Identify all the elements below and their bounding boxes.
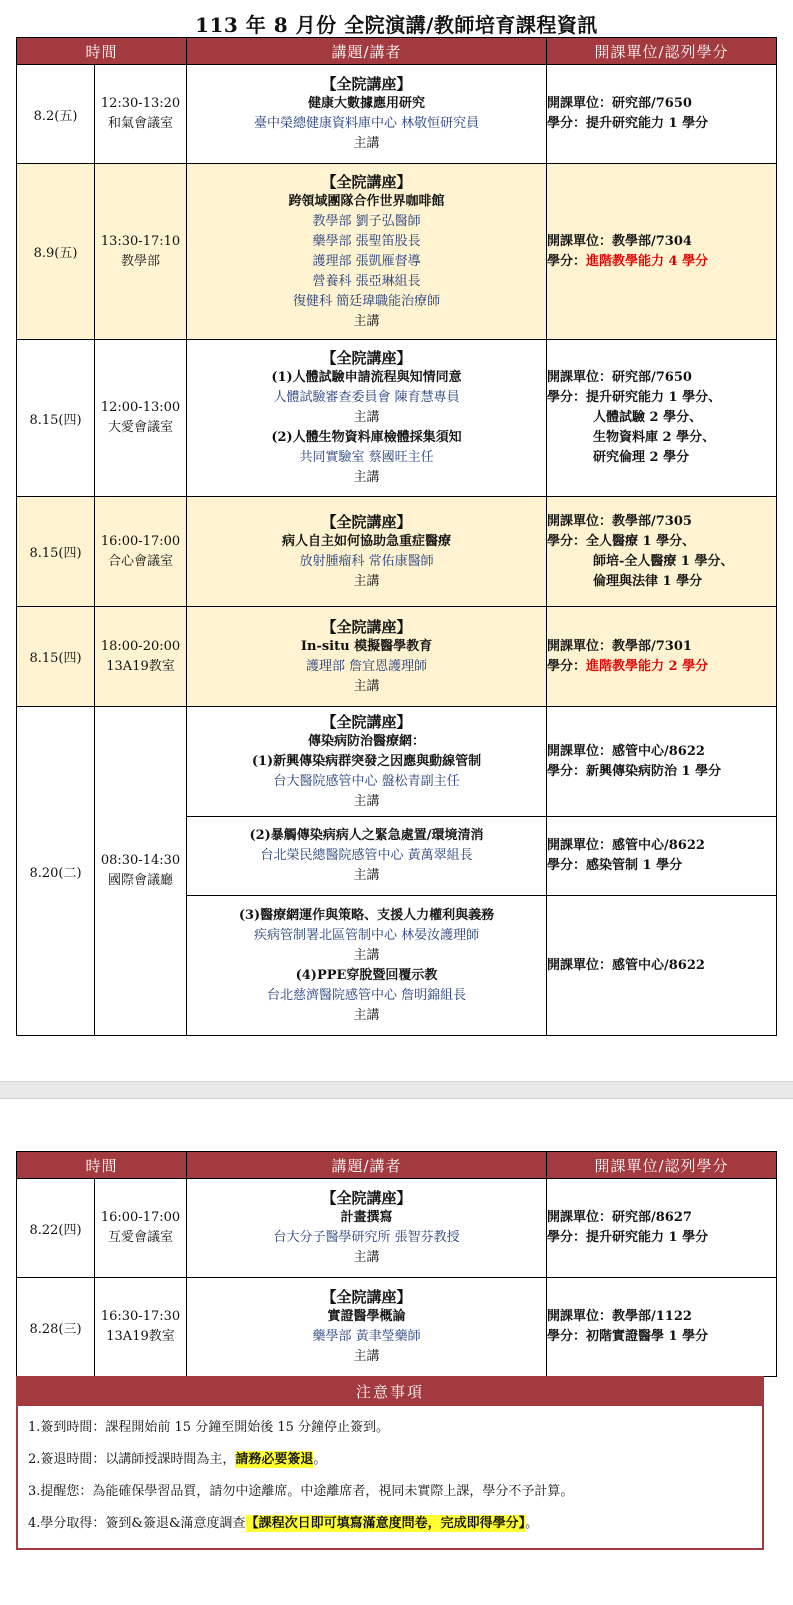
row-unit: 開課單位：感管中心/8622 學分：新興傳染病防治 1 學分 [547,707,777,817]
table-row [17,1278,777,1377]
table-row [17,164,777,340]
header-topic: 講題/講者 [187,1152,547,1179]
row-unit: 開課單位：研究部/8627 學分：提升研究能力 1 學分 [547,1179,777,1278]
table-header-row [17,38,777,65]
row-date: 8.22(四) [17,1179,95,1278]
header-unit: 開課單位/認列學分 [547,38,777,65]
row-unit: 開課單位：研究部/7650 學分：提升研究能力 1 學分 [547,65,777,164]
row-unit: 開課單位：教學部/1122 學分：初階實證醫學 1 學分 [547,1278,777,1377]
row-unit: 開課單位：研究部/7650 學分：提升研究能力 1 學分、 人體試驗 2 學分、 生物資料庫 2 學分、 研究倫理 2 學分 [547,340,777,497]
row-topic: 【全院講座】 In-situ 模擬醫學教育 護理部 詹宜恩護理師 主講 [187,607,547,707]
schedule-table [16,37,777,1036]
table-row [17,707,777,817]
row-time: 16:00-17:00 互愛會議室 [95,1179,187,1278]
row-unit: 開課單位：教學部/7305 學分：全人醫療 1 學分、 師培-全人醫療 1 學分、 倫理與法律 1 學分 [547,497,777,607]
row-date: 8.2(五) [17,65,95,164]
row-time: 16:00-17:00 合心會議室 [95,497,187,607]
row-topic: 【全院講座】 健康大數據應用研究 臺中榮總健康資料庫中心 林敬恒研究員 主講 [187,65,547,164]
table-header-row [17,1152,777,1179]
schedule-table-2 [16,1151,777,1377]
notice-box [16,1376,764,1550]
row-topic: 【全院講座】 跨領域團隊合作世界咖啡館 教學部 劉子弘醫師 藥學部 張聖笛股長 護理部 張凱雁督導 營養科 張亞琳組長 復健科 簡廷瑋職能治療師 主講 [187,164,547,340]
notice-item: 1.簽到時間：課程開始前 15 分鐘至開始後 15 分鐘停止簽到。 [28,1420,390,1435]
page-title: 113 年 8 月份 全院演講/教師培育課程資訊 [195,13,598,37]
row-topic: 【全院講座】 計畫撰寫 台大分子醫學研究所 張智芬教授 主講 [187,1179,547,1278]
notice-item: 3.提醒您：為能確保學習品質，請勿中途離席。中途離席者，視同未實際上課，學分不予計算。 [28,1484,574,1499]
row-unit: 開課單位：感管中心/8622 學分：感染管制 1 學分 [547,817,777,896]
row-topic: 【全院講座】 (1)人體試驗申請流程與知情同意 人體試驗審查委員會 陳育慧專員 主講 (2)人體生物資料庫檢體採集須知 共同實驗室 蔡國旺主任 主講 [187,340,547,497]
table-row [17,340,777,497]
table-row [17,1179,777,1278]
table-row [17,65,777,164]
table-row [17,607,777,707]
row-time: 13:30-17:10 教學部 [95,164,187,340]
row-date: 8.15(四) [17,497,95,607]
header-time: 時間 [17,38,187,65]
row-topic: 【全院講座】 病人自主如何協助急重症醫療 放射腫瘤科 常佑康醫師 主講 [187,497,547,607]
row-time: 18:00-20:00 13A19教室 [95,607,187,707]
row-time: 16:30-17:30 13A19教室 [95,1278,187,1377]
row-unit: 開課單位：教學部/7301 學分：進階教學能力 2 學分 [547,607,777,707]
row-date: 8.28(三) [17,1278,95,1377]
row-topic: (3)醫療網運作與策略、支援人力權利與義務 疾病管制署北區管制中心 林晏汝護理師 主講 (4)PPE穿脫暨回覆示教 台北慈濟醫院感管中心 詹明錦組長 主講 [187,896,547,1036]
row-time: 08:30-14:30 國際會議廳 [95,707,187,1036]
row-topic: 【全院講座】 實證醫學概論 藥學部 黃聿瑩藥師 主講 [187,1278,547,1377]
row-time: 12:00-13:00 大愛會議室 [95,340,187,497]
header-unit: 開課單位/認列學分 [547,1152,777,1179]
header-time: 時間 [17,1152,187,1179]
page-break [0,1081,793,1099]
row-date: 8.15(四) [17,340,95,497]
row-date: 8.20(二) [17,707,95,1036]
row-topic: 【全院講座】 傳染病防治醫療網： (1)新興傳染病群突發之因應與動線管制 台大醫院感管中心 盤松青副主任 主講 [187,707,547,817]
row-date: 8.9(五) [17,164,95,340]
row-date: 8.15(四) [17,607,95,707]
row-time: 12:30-13:20 和氣會議室 [95,65,187,164]
notice-item: 2.簽退時間：以講師授課時間為主，請務必要簽退。 [28,1452,327,1467]
header-topic: 講題/講者 [187,38,547,65]
row-unit: 開課單位：感管中心/8622 [547,896,777,1036]
row-topic: (2)暴觸傳染病病人之緊急處置/環境清消 台北榮民總醫院感管中心 黃萬翠組長 主講 [187,817,547,896]
notice-item: 4.學分取得：簽到&簽退&滿意度調查【課程次日即可填寫滿意度問卷，完成即得學分】。 [28,1516,539,1531]
notice-title: 注意事項 [18,1378,762,1406]
table-row [17,497,777,607]
row-unit: 開課單位：教學部/7304 學分：進階教學能力 4 學分 [547,164,777,340]
